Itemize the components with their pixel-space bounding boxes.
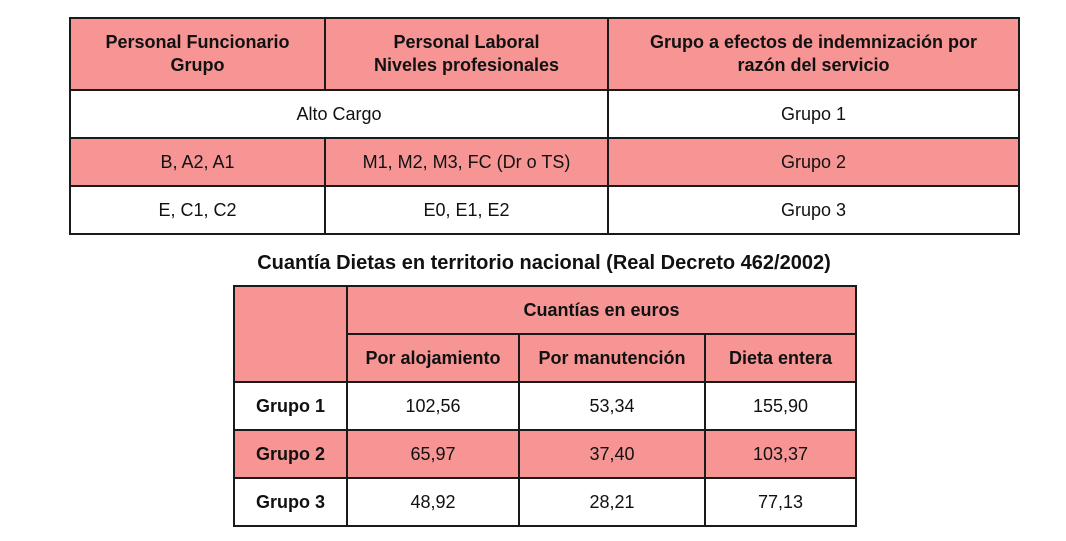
header-line: Grupo a efectos de indemnización por xyxy=(649,32,978,52)
cell-alojamiento: 102,56 xyxy=(347,382,519,430)
header-line: Niveles profesionales xyxy=(373,55,560,75)
header-por-alojamiento: Por alojamiento xyxy=(347,334,519,382)
cell-alto-cargo: Alto Cargo xyxy=(70,90,608,138)
group-classification-table xyxy=(69,17,1020,235)
header-personal-funcionario xyxy=(70,18,325,90)
cell-group: Grupo 1 xyxy=(608,90,1019,138)
cell-laboral: E0, E1, E2 xyxy=(325,186,608,234)
cell-funcionario: E, C1, C2 xyxy=(70,186,325,234)
table-row xyxy=(234,478,856,526)
cell-manutencion: 28,21 xyxy=(519,478,705,526)
header-por-manutencion: Por manutención xyxy=(519,334,705,382)
header-line: razón del servicio xyxy=(737,55,890,75)
empty-corner-cell xyxy=(234,286,347,382)
cell-manutencion: 53,34 xyxy=(519,382,705,430)
cell-group: Grupo 3 xyxy=(608,186,1019,234)
header-line: Personal Laboral xyxy=(393,32,540,52)
cell-laboral: M1, M2, M3, FC (Dr o TS) xyxy=(325,138,608,186)
cell-manutencion: 37,40 xyxy=(519,430,705,478)
table-row xyxy=(70,90,1019,138)
table-row xyxy=(234,382,856,430)
header-cuantias-en-euros: Cuantías en euros xyxy=(347,286,856,334)
header-dieta-entera: Dieta entera xyxy=(705,334,856,382)
row-label-group: Grupo 2 xyxy=(234,430,347,478)
header-line: Grupo xyxy=(170,55,225,75)
row-label-group: Grupo 1 xyxy=(234,382,347,430)
table-row xyxy=(70,138,1019,186)
cell-alojamiento: 48,92 xyxy=(347,478,519,526)
header-line: Personal Funcionario xyxy=(105,32,290,52)
header-grupo-indemnizacion xyxy=(608,18,1019,90)
group-table-header-row xyxy=(70,18,1019,90)
cell-dieta-entera: 77,13 xyxy=(705,478,856,526)
table-row xyxy=(234,430,856,478)
cell-alojamiento: 65,97 xyxy=(347,430,519,478)
header-personal-laboral xyxy=(325,18,608,90)
cell-dieta-entera: 155,90 xyxy=(705,382,856,430)
amounts-header-row xyxy=(234,286,856,334)
cell-group: Grupo 2 xyxy=(608,138,1019,186)
cell-dieta-entera: 103,37 xyxy=(705,430,856,478)
section-title: Cuantía Dietas en territorio nacional (Real Decreto 462/2002) xyxy=(257,252,831,274)
row-label-group: Grupo 3 xyxy=(234,478,347,526)
cell-funcionario: B, A2, A1 xyxy=(70,138,325,186)
table-row xyxy=(70,186,1019,234)
allowance-amounts-table xyxy=(233,285,857,527)
